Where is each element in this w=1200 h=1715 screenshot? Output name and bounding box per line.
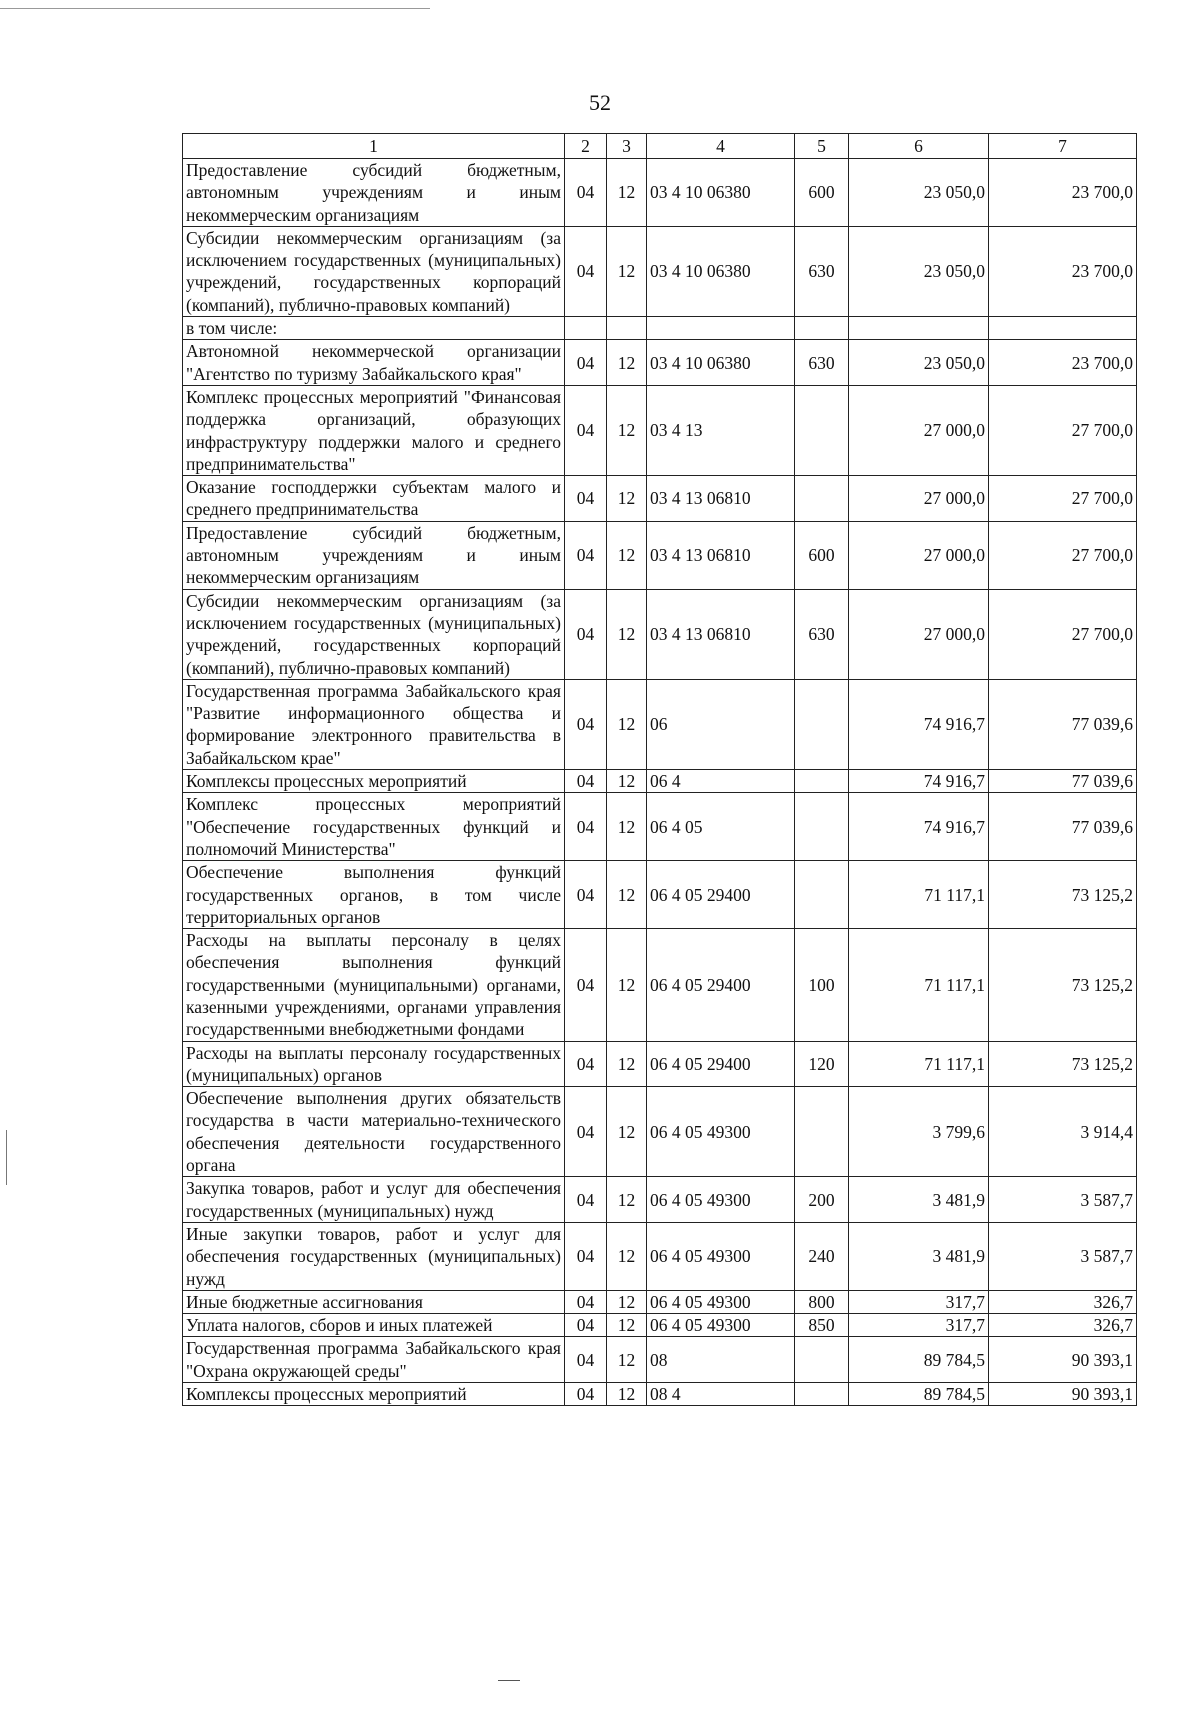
cell-section: 04 xyxy=(565,340,607,386)
cell-subsection: 12 xyxy=(607,476,647,522)
cell-expense-type: 600 xyxy=(795,159,849,227)
table-row xyxy=(183,1290,1137,1313)
cell-amount-col7: 73 125,2 xyxy=(989,861,1137,929)
cell-amount-col6: 3 481,9 xyxy=(849,1177,989,1223)
cell-name: Субсидии некоммерческим организациям (за исключением государственных (муниципальных) учреждений, государственных корпораций (компаний), публично-правовых компаний) xyxy=(183,589,565,679)
cell-name: Комплексы процессных мероприятий xyxy=(183,770,565,793)
bottom-dash xyxy=(498,1680,520,1681)
cell-amount-col6: 3 481,9 xyxy=(849,1222,989,1290)
cell-name: Иные бюджетные ассигнования xyxy=(183,1290,565,1313)
cell-amount-col6: 71 117,1 xyxy=(849,929,989,1041)
top-rule-line xyxy=(0,8,430,9)
cell-expense-type xyxy=(795,385,849,475)
cell-name: в том числе: xyxy=(183,317,565,340)
table-row xyxy=(183,793,1137,861)
cell-subsection: 12 xyxy=(607,589,647,679)
table-row xyxy=(183,385,1137,475)
cell-target-code: 06 4 05 xyxy=(647,793,795,861)
cell-expense-type: 630 xyxy=(795,340,849,386)
cell-expense-type xyxy=(795,793,849,861)
cell-target-code: 03 4 10 06380 xyxy=(647,159,795,227)
cell-name: Комплекс процессных мероприятий "Обеспечение государственных функций и полномочий Министерства" xyxy=(183,793,565,861)
cell-amount-col7: 326,7 xyxy=(989,1314,1137,1337)
cell-section: 04 xyxy=(565,1314,607,1337)
cell-name: Обеспечение выполнения других обязательств государства в части материально-технического обеспечения деятельности государственного органа xyxy=(183,1087,565,1177)
cell-amount-col7: 73 125,2 xyxy=(989,929,1137,1041)
table-row xyxy=(183,1087,1137,1177)
cell-target-code: 03 4 13 06810 xyxy=(647,521,795,589)
cell-target-code: 08 4 xyxy=(647,1383,795,1406)
cell-name: Государственная программа Забайкальского края "Развитие информационного общества и формирование электронного правительства в Забайкальском крае" xyxy=(183,679,565,769)
cell-section: 04 xyxy=(565,226,607,316)
cell-subsection: 12 xyxy=(607,1337,647,1383)
budget-table xyxy=(182,133,1137,1406)
cell-target-code: 03 4 13 xyxy=(647,385,795,475)
cell-name: Комплексы процессных мероприятий xyxy=(183,1383,565,1406)
table-row xyxy=(183,929,1137,1041)
header-col-5: 5 xyxy=(795,134,849,159)
cell-amount-col6: 23 050,0 xyxy=(849,340,989,386)
cell-subsection: 12 xyxy=(607,1087,647,1177)
cell-name: Уплата налогов, сборов и иных платежей xyxy=(183,1314,565,1337)
cell-amount-col7: 77 039,6 xyxy=(989,793,1137,861)
cell-expense-type xyxy=(795,1087,849,1177)
cell-amount-col7: 3 587,7 xyxy=(989,1222,1137,1290)
table-row xyxy=(183,1041,1137,1087)
header-col-4: 4 xyxy=(647,134,795,159)
table-row xyxy=(183,770,1137,793)
cell-expense-type: 120 xyxy=(795,1041,849,1087)
cell-expense-type xyxy=(795,317,849,340)
table-row xyxy=(183,1177,1137,1223)
header-col-6: 6 xyxy=(849,134,989,159)
table-row xyxy=(183,589,1137,679)
table-row xyxy=(183,340,1137,386)
cell-amount-col7: 3 587,7 xyxy=(989,1177,1137,1223)
cell-subsection: 12 xyxy=(607,679,647,769)
cell-name: Автономной некоммерческой организации "Агентство по туризму Забайкальского края" xyxy=(183,340,565,386)
cell-subsection: 12 xyxy=(607,521,647,589)
cell-name: Оказание господдержки субъектам малого и среднего предпринимательства xyxy=(183,476,565,522)
cell-amount-col6: 71 117,1 xyxy=(849,861,989,929)
cell-amount-col6: 89 784,5 xyxy=(849,1383,989,1406)
table-row xyxy=(183,476,1137,522)
cell-subsection: 12 xyxy=(607,861,647,929)
table-row xyxy=(183,226,1137,316)
cell-amount-col6: 71 117,1 xyxy=(849,1041,989,1087)
cell-section: 04 xyxy=(565,159,607,227)
header-col-3: 3 xyxy=(607,134,647,159)
cell-target-code: 06 4 05 49300 xyxy=(647,1222,795,1290)
cell-name: Предоставление субсидий бюджетным, автономным учреждениям и иным некоммерческим организациям xyxy=(183,159,565,227)
cell-expense-type xyxy=(795,679,849,769)
cell-amount-col7: 77 039,6 xyxy=(989,679,1137,769)
cell-amount-col7: 326,7 xyxy=(989,1290,1137,1313)
cell-amount-col7: 3 914,4 xyxy=(989,1087,1137,1177)
cell-section: 04 xyxy=(565,679,607,769)
cell-expense-type xyxy=(795,770,849,793)
cell-subsection: 12 xyxy=(607,1290,647,1313)
cell-section: 04 xyxy=(565,929,607,1041)
table-row xyxy=(183,679,1137,769)
cell-amount-col6: 23 050,0 xyxy=(849,226,989,316)
cell-expense-type: 630 xyxy=(795,589,849,679)
cell-subsection: 12 xyxy=(607,1041,647,1087)
cell-subsection: 12 xyxy=(607,226,647,316)
cell-section: 04 xyxy=(565,1041,607,1087)
cell-amount-col7: 27 700,0 xyxy=(989,589,1137,679)
cell-subsection: 12 xyxy=(607,929,647,1041)
cell-expense-type: 240 xyxy=(795,1222,849,1290)
cell-amount-col6: 27 000,0 xyxy=(849,385,989,475)
cell-expense-type: 630 xyxy=(795,226,849,316)
cell-subsection xyxy=(607,317,647,340)
cell-subsection: 12 xyxy=(607,1314,647,1337)
cell-name: Расходы на выплаты персоналу государственных (муниципальных) органов xyxy=(183,1041,565,1087)
cell-subsection: 12 xyxy=(607,770,647,793)
page-number: 52 xyxy=(589,90,611,115)
cell-name: Закупка товаров, работ и услуг для обеспечения государственных (муниципальных) нужд xyxy=(183,1177,565,1223)
cell-target-code: 06 4 05 49300 xyxy=(647,1314,795,1337)
cell-section: 04 xyxy=(565,1383,607,1406)
cell-section: 04 xyxy=(565,1087,607,1177)
cell-target-code: 08 xyxy=(647,1337,795,1383)
cell-section: 04 xyxy=(565,385,607,475)
table-row xyxy=(183,1222,1137,1290)
cell-target-code: 03 4 10 06380 xyxy=(647,340,795,386)
cell-amount-col7: 27 700,0 xyxy=(989,521,1137,589)
cell-amount-col7: 90 393,1 xyxy=(989,1383,1137,1406)
cell-target-code: 06 4 05 49300 xyxy=(647,1290,795,1313)
cell-name: Предоставление субсидий бюджетным, автономным учреждениям и иным некоммерческим организациям xyxy=(183,521,565,589)
table-body xyxy=(183,159,1137,1406)
cell-amount-col6: 27 000,0 xyxy=(849,589,989,679)
cell-name: Субсидии некоммерческим организациям (за исключением государственных (муниципальных) учреждений, государственных корпораций (компаний), публично-правовых компаний) xyxy=(183,226,565,316)
cell-section: 04 xyxy=(565,1177,607,1223)
cell-amount-col6: 27 000,0 xyxy=(849,521,989,589)
cell-amount-col7: 23 700,0 xyxy=(989,226,1137,316)
cell-amount-col7: 23 700,0 xyxy=(989,159,1137,227)
cell-amount-col6: 74 916,7 xyxy=(849,679,989,769)
cell-target-code: 06 4 05 29400 xyxy=(647,861,795,929)
cell-section: 04 xyxy=(565,861,607,929)
cell-amount-col7 xyxy=(989,317,1137,340)
cell-amount-col7: 73 125,2 xyxy=(989,1041,1137,1087)
cell-section: 04 xyxy=(565,589,607,679)
cell-expense-type: 100 xyxy=(795,929,849,1041)
cell-expense-type: 600 xyxy=(795,521,849,589)
cell-amount-col6: 317,7 xyxy=(849,1314,989,1337)
cell-amount-col6 xyxy=(849,317,989,340)
cell-amount-col6: 23 050,0 xyxy=(849,159,989,227)
cell-expense-type: 850 xyxy=(795,1314,849,1337)
cell-target-code: 03 4 13 06810 xyxy=(647,476,795,522)
table-row xyxy=(183,1314,1137,1337)
header-col-2: 2 xyxy=(565,134,607,159)
cell-subsection: 12 xyxy=(607,1177,647,1223)
cell-subsection: 12 xyxy=(607,159,647,227)
cell-amount-col7: 77 039,6 xyxy=(989,770,1137,793)
cell-target-code: 06 xyxy=(647,679,795,769)
cell-amount-col6: 74 916,7 xyxy=(849,770,989,793)
cell-amount-col7: 23 700,0 xyxy=(989,340,1137,386)
cell-expense-type xyxy=(795,1383,849,1406)
cell-target-code: 03 4 10 06380 xyxy=(647,226,795,316)
cell-name: Иные закупки товаров, работ и услуг для обеспечения государственных (муниципальных) нужд xyxy=(183,1222,565,1290)
table-row xyxy=(183,1337,1137,1383)
cell-section: 04 xyxy=(565,793,607,861)
cell-target-code: 06 4 05 49300 xyxy=(647,1177,795,1223)
header-row xyxy=(183,134,1137,159)
header-col-7: 7 xyxy=(989,134,1137,159)
cell-target-code xyxy=(647,317,795,340)
cell-amount-col7: 90 393,1 xyxy=(989,1337,1137,1383)
cell-section: 04 xyxy=(565,1222,607,1290)
cell-expense-type: 800 xyxy=(795,1290,849,1313)
cell-target-code: 03 4 13 06810 xyxy=(647,589,795,679)
cell-section: 04 xyxy=(565,521,607,589)
cell-subsection: 12 xyxy=(607,340,647,386)
cell-amount-col6: 74 916,7 xyxy=(849,793,989,861)
table-row xyxy=(183,861,1137,929)
cell-expense-type xyxy=(795,1337,849,1383)
cell-section xyxy=(565,317,607,340)
cell-target-code: 06 4 05 29400 xyxy=(647,1041,795,1087)
cell-expense-type xyxy=(795,476,849,522)
cell-subsection: 12 xyxy=(607,1383,647,1406)
cell-expense-type: 200 xyxy=(795,1177,849,1223)
table-row xyxy=(183,1383,1137,1406)
cell-section: 04 xyxy=(565,1337,607,1383)
cell-amount-col6: 27 000,0 xyxy=(849,476,989,522)
cell-subsection: 12 xyxy=(607,1222,647,1290)
table-row xyxy=(183,159,1137,227)
cell-amount-col7: 27 700,0 xyxy=(989,385,1137,475)
cell-name: Обеспечение выполнения функций государственных органов, в том числе территориальных органов xyxy=(183,861,565,929)
cell-name: Расходы на выплаты персоналу в целях обеспечения выполнения функций государственными (муниципальными) органами, казенными учреждениями, органами управления государственными внебюджетными фондами xyxy=(183,929,565,1041)
cell-name: Государственная программа Забайкальского края "Охрана окружающей среды" xyxy=(183,1337,565,1383)
cell-section: 04 xyxy=(565,770,607,793)
table-row xyxy=(183,521,1137,589)
table-row xyxy=(183,317,1137,340)
cell-target-code: 06 4 xyxy=(647,770,795,793)
cell-expense-type xyxy=(795,861,849,929)
margin-mark xyxy=(6,1130,7,1185)
cell-subsection: 12 xyxy=(607,793,647,861)
header-col-1: 1 xyxy=(183,134,565,159)
cell-amount-col7: 27 700,0 xyxy=(989,476,1137,522)
cell-amount-col6: 3 799,6 xyxy=(849,1087,989,1177)
cell-section: 04 xyxy=(565,1290,607,1313)
cell-amount-col6: 89 784,5 xyxy=(849,1337,989,1383)
cell-subsection: 12 xyxy=(607,385,647,475)
cell-target-code: 06 4 05 29400 xyxy=(647,929,795,1041)
cell-name: Комплекс процессных мероприятий "Финансовая поддержка организаций, образующих инфраструктуру поддержки малого и среднего предпринимательства" xyxy=(183,385,565,475)
cell-target-code: 06 4 05 49300 xyxy=(647,1087,795,1177)
cell-amount-col6: 317,7 xyxy=(849,1290,989,1313)
cell-section: 04 xyxy=(565,476,607,522)
